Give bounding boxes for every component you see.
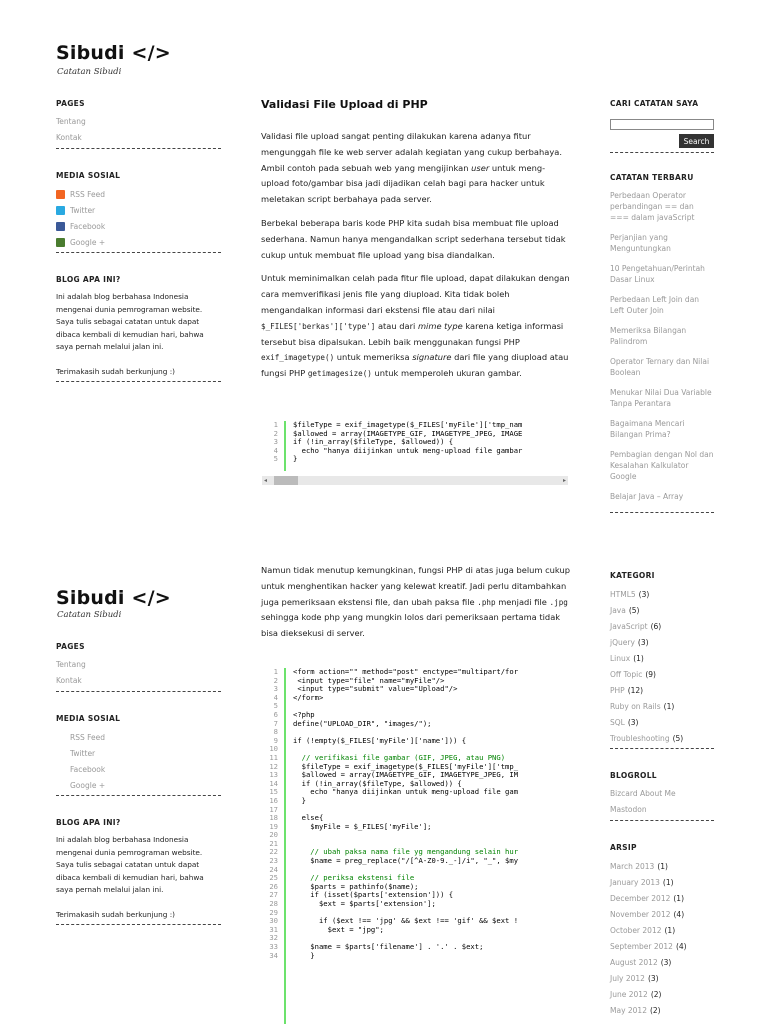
page-link-kontak[interactable]: Kontak — [56, 133, 82, 142]
code-line: $fileType = exif_imagetype($_FILES['myFile']['tmp_nam — [293, 421, 523, 429]
right-sidebar — [610, 99, 714, 513]
code-line: </form> — [293, 692, 324, 702]
code-lines — [293, 421, 522, 476]
code-line: $ext = "jpg"; — [293, 924, 384, 934]
line-number: 1 — [273, 421, 278, 429]
line-number: 12 — [269, 761, 278, 771]
archive-item[interactable] — [610, 907, 714, 923]
rss-icon — [56, 190, 65, 199]
category-item[interactable] — [610, 699, 714, 715]
archive-item-label[interactable]: January 2013 — [610, 878, 660, 887]
line-number: 25 — [269, 873, 278, 883]
category-item-label[interactable]: Java — [610, 606, 626, 615]
search-widget-title: CARI CATATAN SAYA — [610, 99, 699, 108]
left-sidebar-top — [56, 99, 221, 382]
archive-item-label[interactable]: June 2012 — [610, 990, 648, 999]
category-item-count: (1) — [663, 702, 675, 711]
code-line: $name = preg_replace("/[^A-Z0-9._-]/i", "_", $my — [293, 856, 519, 866]
line-number: 5 — [273, 701, 278, 711]
line-number: 26 — [269, 881, 278, 891]
code-line: // verifikasi file gambar (GIF, JPEG, atau PNG) — [293, 752, 506, 762]
page-link-tentang[interactable]: Tentang — [56, 117, 86, 126]
page-link-tentang[interactable]: Tentang — [56, 660, 86, 669]
archive-item-label[interactable]: December 2012 — [610, 894, 671, 903]
category-item-count: (5) — [672, 734, 684, 743]
archive-item[interactable] — [610, 923, 714, 939]
archive-item[interactable] — [610, 859, 714, 875]
archive-item-count: (3) — [647, 974, 659, 983]
line-number: 32 — [269, 933, 278, 943]
category-list — [610, 587, 714, 747]
recent-post-link[interactable]: Memeriksa Bilangan Palindrom — [610, 326, 687, 346]
left-sidebar-bottom — [56, 642, 221, 925]
search-input[interactable] — [610, 119, 714, 130]
line-numbers — [262, 421, 278, 476]
post-paragraph-3: Untuk meminimalkan celah pada fitur file upload, dapat dilakukan dengan cara memverifikasi jenis file yang diupload. Kita tidak boleh mengandalkan informasi dari ekstensi file atau dari nilai $_FILES['berkas']['type'] atau dari mime type karena ketiga informasi tersebut bisa dipalsukan. Lebih baik menggunakan fungsi PHP exif_imagetype() untuk memeriksa signature dari file yang diupload atau fungsi PHP getimagesize() untuk memperoleh ukuran gambar. — [261, 273, 570, 379]
line-number: 4 — [273, 692, 278, 702]
archive-item-label[interactable]: May 2012 — [610, 1006, 647, 1015]
code-line: // ubah paksa nama file yg mengandung selain hur — [293, 847, 519, 857]
line-number: 19 — [269, 821, 278, 831]
line-number: 7 — [273, 718, 278, 728]
category-item-label[interactable]: Off Topic — [610, 670, 643, 679]
archive-item-label[interactable]: March 2013 — [610, 862, 655, 871]
divider — [56, 381, 221, 382]
social-widget-title: MEDIA SOSIAL — [56, 714, 121, 723]
code-line: echo "hanya diijinkan untuk meng-upload file gambar — [293, 445, 523, 455]
divider — [56, 691, 221, 692]
archive-item-count: (2) — [649, 1006, 661, 1015]
line-number: 11 — [269, 752, 278, 762]
social-link-google-plus[interactable]: Google + — [70, 780, 106, 790]
social-link-facebook[interactable]: Facebook — [56, 218, 221, 234]
line-number: 10 — [269, 744, 278, 754]
code-block-2 — [262, 668, 568, 1024]
blogroll-link[interactable]: Bizcard About Me — [610, 789, 676, 798]
about-text: Ini adalah blog berbahasa Indonesia mengenai dunia pemrograman website. Saya tulis sebagai catatan untuk dapat dibaca kembali di kemudian hari, bahwa saya pernah melalui jalan ini. — [56, 835, 204, 894]
facebook-icon — [56, 222, 65, 231]
line-number: 17 — [269, 804, 278, 814]
code-line: $ext = $parts['extension']; — [293, 899, 436, 909]
right-sidebar-bottom — [610, 571, 714, 1019]
category-item-count: (1) — [633, 654, 644, 663]
line-number: 28 — [269, 899, 278, 909]
search-button[interactable]: Search — [679, 134, 714, 148]
category-item-count: (5) — [628, 606, 640, 615]
line-number: 4 — [273, 445, 278, 455]
line-number: 14 — [269, 778, 278, 788]
recent-post-link[interactable]: Perbedaan Operator perbandingan == dan === dalam javaScript — [610, 191, 695, 222]
line-number: 33 — [269, 942, 278, 951]
archive-item[interactable] — [610, 987, 714, 1003]
line-number: 27 — [269, 890, 278, 900]
about-text: Ini adalah blog berbahasa Indonesia mengenai dunia pemrograman website. Saya tulis sebagai catatan untuk dapat dibaca kembali di kemudian hari, bahwa saya pernah melalui jalan ini. — [56, 292, 204, 351]
code-line: if (isset($parts['extension'])) { — [293, 890, 454, 900]
blogroll-widget-title: BLOGROLL — [610, 771, 657, 780]
line-number: 24 — [269, 864, 278, 874]
line-number: 8 — [273, 727, 278, 737]
post-paragraph-4: Namun tidak menutup kemungkinan, fungsi PHP di atas juga belum cukup untuk menghentikan hacker yang kelewat kreatif. Jadi perlu ditambahkan juga pemeriksaan ekstensi file, dan ubah paksa file .php menjadi file .jpg sehingga kode php yang mungkin lolos dari pemeriksaan pertama tidak bisa dieksekusi di server. — [261, 565, 571, 639]
archive-item-count: (4) — [673, 910, 685, 919]
divider — [610, 820, 714, 821]
archive-item-count: (2) — [650, 990, 662, 999]
line-number: 13 — [269, 770, 278, 780]
line-number: 3 — [273, 437, 278, 447]
code-lines — [293, 668, 518, 1024]
line-number: 31 — [269, 924, 278, 934]
social-link-rss[interactable]: RSS Feed — [70, 732, 106, 742]
code-line: <input type="file" name="myFile"/> — [293, 675, 445, 685]
category-item-label[interactable]: SQL — [610, 718, 625, 727]
about-widget-title: BLOG APA INI? — [56, 818, 121, 827]
code-line: $myFile = $_FILES['myFile']; — [293, 821, 432, 831]
recent-post-link[interactable]: Bagaimana Mencari Bilangan Prima? — [610, 419, 685, 439]
code-line: <form action="" method="post" enctype="multipart/for — [293, 668, 519, 676]
page-link-kontak[interactable]: Kontak — [56, 676, 82, 685]
category-item-label[interactable]: JavaScript — [610, 622, 648, 631]
line-number: 34 — [269, 950, 278, 960]
category-item-count: (6) — [650, 622, 662, 631]
category-item-count: (3) — [627, 718, 639, 727]
social-link-google-plus[interactable]: Google + — [56, 234, 221, 250]
pages-widget-title: PAGES — [56, 642, 85, 651]
category-item-label[interactable]: HTML5 — [610, 590, 636, 599]
divider — [610, 152, 714, 153]
divider — [56, 795, 221, 796]
line-numbers — [262, 668, 278, 1024]
category-item[interactable] — [610, 603, 714, 619]
archive-item[interactable] — [610, 939, 714, 955]
category-item-label[interactable]: PHP — [610, 686, 625, 695]
category-item[interactable] — [610, 651, 714, 667]
line-number: 15 — [269, 787, 278, 797]
code-line: if ($ext !== 'jpg' && $ext !== 'gif' && $ext ! — [293, 916, 519, 926]
divider — [56, 252, 221, 253]
recent-post-link[interactable]: Menukar Nilai Dua Variable Tanpa Perantara — [610, 388, 712, 408]
code-line: echo "hanya diijinkan untuk meng-upload file gam — [293, 787, 519, 797]
code-line: if (!in_array($fileType, $allowed)) { — [293, 437, 454, 447]
line-number: 2 — [273, 428, 278, 438]
category-item[interactable] — [610, 731, 714, 747]
category-item[interactable] — [610, 683, 714, 699]
thanks-text: Terimakasih sudah berkunjung :) — [56, 366, 176, 376]
recent-post-link[interactable]: Perbedaan Left Join dan Left Outer Join — [610, 295, 700, 315]
divider — [56, 148, 221, 149]
code-line: <input type="submit" value="Upload"/> — [293, 684, 458, 694]
archive-item-label[interactable]: November 2012 — [610, 910, 671, 919]
archive-item-label[interactable]: July 2012 — [610, 974, 645, 983]
archive-item[interactable] — [610, 875, 714, 891]
archive-item[interactable] — [610, 1003, 714, 1019]
recent-post-link[interactable]: Pembagian dengan Nol dan Kesalahan Kalkulator Google — [610, 450, 714, 481]
line-number: 20 — [269, 830, 278, 840]
code-line: // periksa ekstensi file — [293, 873, 415, 883]
line-number: 1 — [273, 668, 278, 676]
scroll-right-icon[interactable]: ▸ — [562, 477, 566, 484]
category-item-count: (12) — [627, 686, 644, 695]
social-link-facebook[interactable]: Facebook — [70, 764, 106, 774]
social-link-rss[interactable]: RSS Feed — [56, 186, 221, 202]
about-widget-title: BLOG APA INI? — [56, 275, 121, 284]
blogroll-link[interactable]: Mastodon — [610, 805, 647, 814]
recent-widget-title: CATATAN TERBARU — [610, 173, 694, 182]
line-number: 9 — [273, 735, 278, 745]
code-line: <?php — [293, 709, 315, 719]
line-number: 16 — [269, 795, 278, 805]
code-line: $parts = pathinfo($name); — [293, 881, 419, 891]
line-number: 29 — [269, 907, 278, 917]
code-line — [293, 831, 518, 840]
archive-item[interactable] — [610, 971, 714, 987]
line-number: 22 — [269, 847, 278, 857]
archive-item-count: (4) — [675, 942, 687, 951]
archive-item-count: (1) — [657, 862, 668, 871]
site-title[interactable]: Sibudi </> — [56, 42, 171, 64]
post-paragraph-1: Validasi file upload sangat penting dilakukan karena adanya fitur mengunggah file ke web server adalah kegiatan yang cukup berbahaya. Ambil contoh pada sebuah web yang mengijinkan user untuk meng-upload foto/gambar bisa jadi dijadikan celah bagi para hacker untuk meletakan script berbahaya pada server. — [261, 131, 562, 205]
line-number: 6 — [273, 709, 278, 719]
recent-post-link[interactable]: Belajar Java – Array — [610, 492, 684, 501]
line-number: 30 — [269, 916, 278, 926]
code-line: } — [293, 795, 306, 805]
pages-widget-title: PAGES — [56, 99, 85, 108]
scroll-thumb[interactable] — [274, 476, 298, 485]
category-item-label[interactable]: Ruby on Rails — [610, 702, 661, 711]
divider — [610, 748, 714, 749]
line-number: 2 — [273, 675, 278, 685]
archive-item[interactable] — [610, 955, 714, 971]
thanks-text: Terimakasih sudah berkunjung :) — [56, 909, 176, 919]
code-line — [293, 702, 518, 711]
code-line: } — [293, 454, 298, 464]
category-widget-title: KATEGORI — [610, 571, 655, 580]
line-number: 18 — [269, 813, 278, 823]
archive-item-label[interactable]: August 2012 — [610, 958, 658, 967]
twitter-icon — [56, 206, 65, 215]
category-item-count: (9) — [645, 670, 656, 679]
archive-widget-title: ARSIP — [610, 843, 637, 852]
archive-item-count: (1) — [662, 878, 674, 887]
code-line — [293, 806, 518, 815]
category-item-count: (3) — [638, 590, 650, 599]
archive-item-count: (1) — [664, 926, 676, 935]
category-item[interactable] — [610, 635, 714, 651]
archive-item-count: (3) — [660, 958, 672, 967]
divider — [56, 924, 221, 925]
social-link-twitter[interactable]: Twitter — [56, 202, 221, 218]
recent-posts-list — [610, 190, 714, 502]
code-line: } — [293, 950, 315, 960]
code-line: if (!in_array($fileType, $allowed)) { — [293, 778, 462, 788]
code-scrollbar[interactable] — [262, 476, 568, 485]
post-title[interactable]: Validasi File Upload di PHP — [261, 98, 428, 111]
category-item-label[interactable]: Linux — [610, 654, 631, 663]
code-line: $allowed = array(IMAGETYPE_GIF, IMAGETYPE_JPEG, IM — [293, 770, 519, 780]
archive-item-label[interactable]: September 2012 — [610, 942, 673, 951]
category-item[interactable] — [610, 667, 714, 683]
scroll-left-icon[interactable]: ◂ — [264, 477, 268, 484]
recent-post-link[interactable]: Perjanjian yang Menguntungkan — [610, 233, 671, 253]
post-paragraph-2: Berbekal beberapa baris kode PHP kita sudah bisa membuat file upload sederhana. Namun hanya mengandalkan script sederhana tersebut tidak cukup untuk membuat file upload yang bisa diandalkan. — [261, 217, 566, 260]
line-number: 3 — [273, 684, 278, 694]
code-line: $name = $parts['filename'] . '.' . $ext; — [293, 942, 484, 951]
category-item-label[interactable]: Troubleshooting — [610, 734, 670, 743]
post-article — [261, 98, 570, 382]
line-number: 5 — [273, 454, 278, 464]
code-line: define("UPLOAD_DIR", "images/"); — [293, 718, 432, 728]
code-line: $fileType = exif_imagetype($_FILES['myFile']['tmp_ — [293, 761, 519, 771]
site-title-repeat[interactable]: Sibudi </> — [56, 587, 171, 609]
category-item-count: (3) — [637, 638, 649, 647]
archive-list — [610, 859, 714, 1019]
divider — [610, 512, 714, 513]
archive-item-label[interactable]: October 2012 — [610, 926, 662, 935]
recent-post-link[interactable]: 10 Pengetahuan/Perintah Dasar Linux — [610, 264, 705, 284]
category-item[interactable] — [610, 587, 714, 603]
recent-post-link[interactable]: Operator Ternary dan Nilai Boolean — [610, 357, 710, 377]
code-line: $allowed = array(IMAGETYPE_GIF, IMAGETYPE_JPEG, IMAGE — [293, 428, 523, 438]
social-widget-title: MEDIA SOSIAL — [56, 171, 121, 180]
line-number: 21 — [269, 838, 278, 848]
code-line: if (!empty($_FILES['myFile']['name'])) { — [293, 735, 467, 745]
google-plus-icon — [56, 238, 65, 247]
code-block-1 — [262, 421, 568, 476]
social-link-twitter[interactable]: Twitter — [70, 748, 96, 758]
code-line: else{ — [293, 813, 324, 823]
archive-item[interactable] — [610, 891, 714, 907]
category-item[interactable] — [610, 619, 714, 635]
archive-item-count: (1) — [673, 894, 684, 903]
site-tagline-repeat: Catatan Sibudi — [57, 610, 122, 620]
line-number: 23 — [269, 856, 278, 866]
site-tagline: Catatan Sibudi — [57, 67, 122, 77]
category-item-label[interactable]: jQuery — [610, 638, 635, 647]
category-item[interactable] — [610, 715, 714, 731]
